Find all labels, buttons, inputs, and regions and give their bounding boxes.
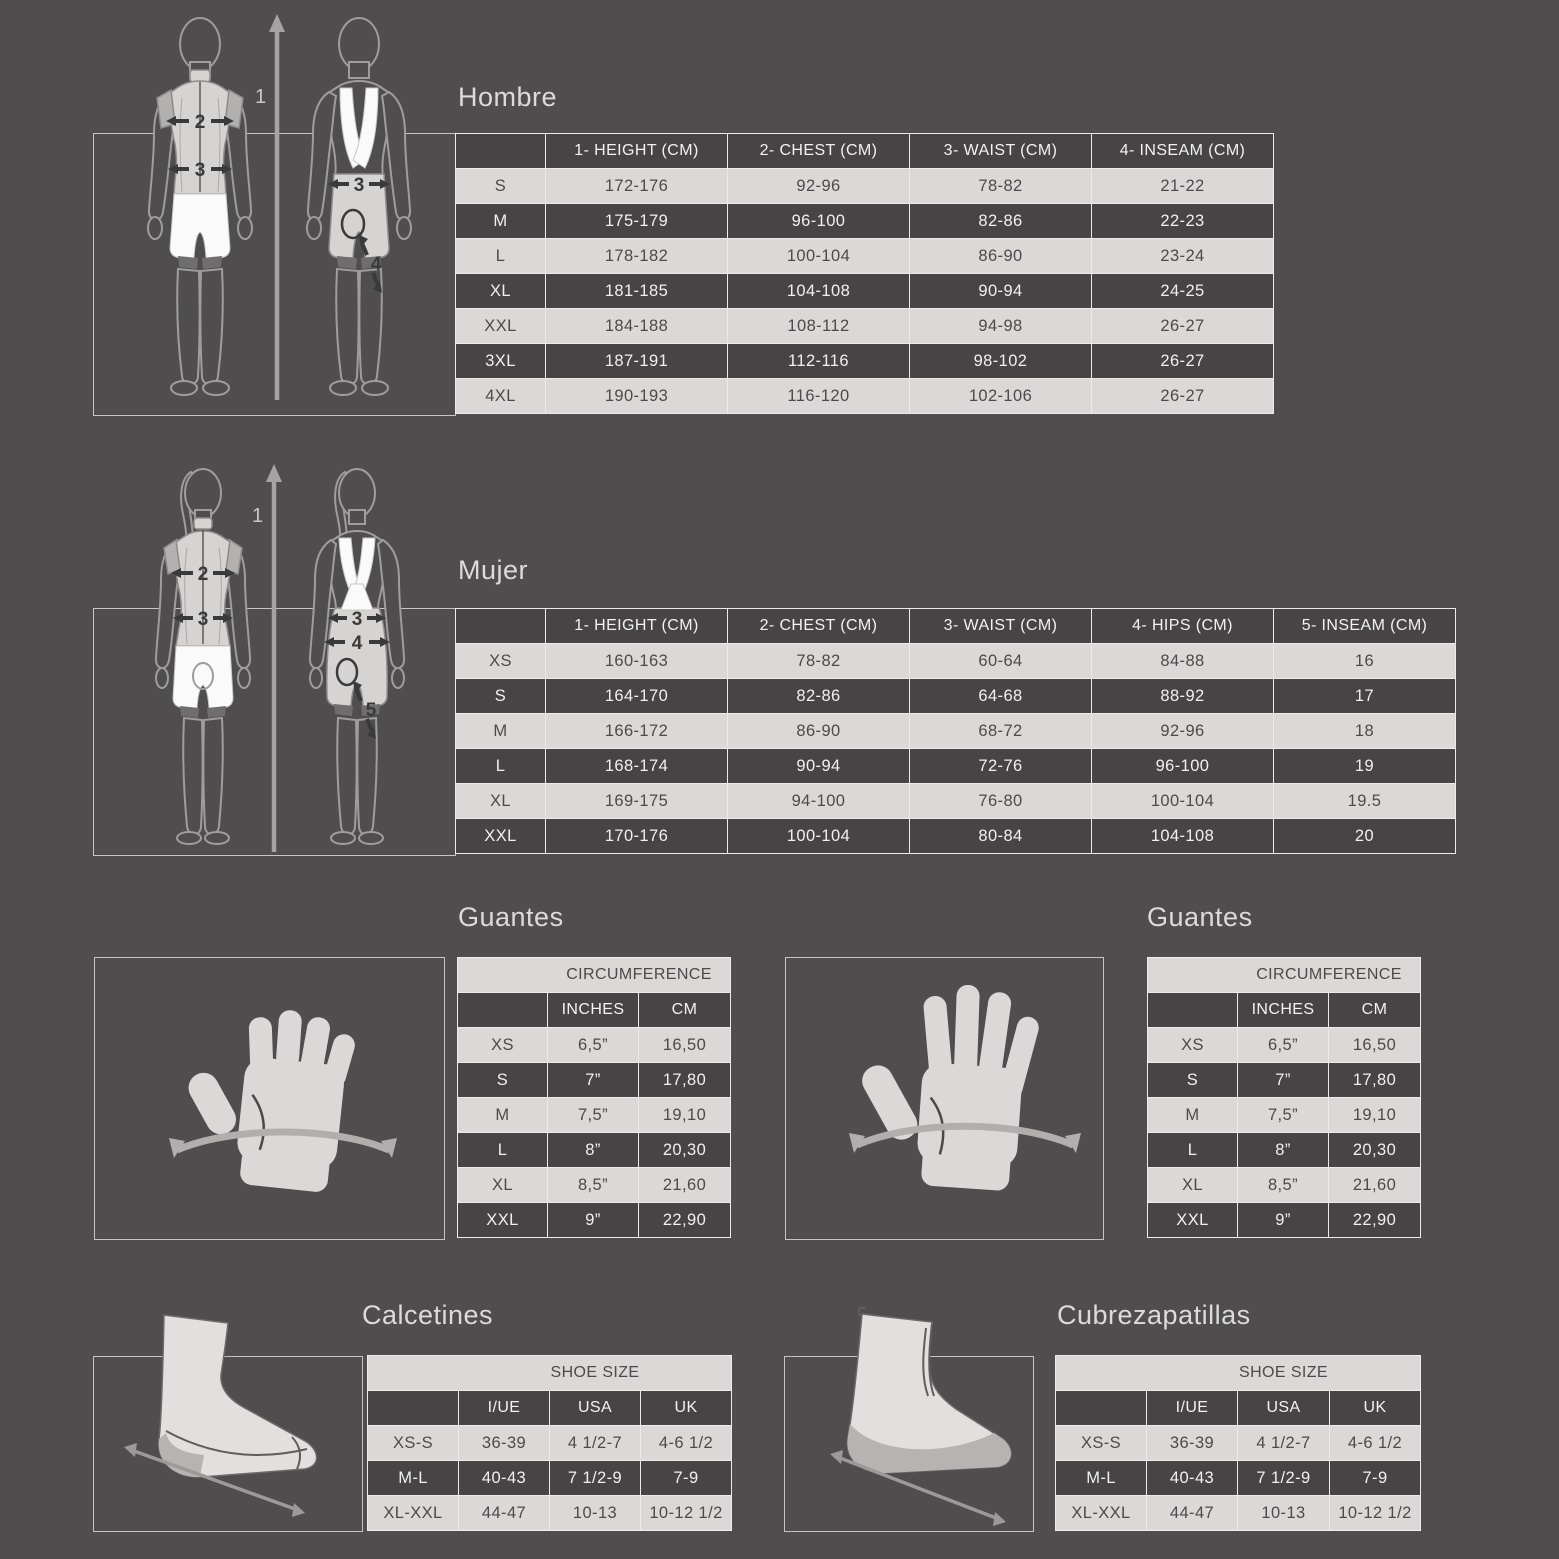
value-cell: 9” <box>548 1203 639 1238</box>
value-cell: 16 <box>1274 644 1456 679</box>
value-cell: 94-98 <box>910 309 1092 344</box>
value-cell: 86-90 <box>728 714 910 749</box>
table-row <box>456 819 1456 854</box>
table-row <box>1148 1063 1421 1098</box>
inseam-measure-label: 4 <box>370 254 382 275</box>
value-cell: 116-120 <box>728 379 910 414</box>
men-height-arrow <box>251 6 291 404</box>
table-row <box>456 274 1274 309</box>
women-back-figure-illustration <box>281 460 433 852</box>
table-band-header: SHOE SIZE <box>368 1356 732 1391</box>
value-cell: 4-6 1/2 <box>641 1426 732 1461</box>
women-size-table <box>455 608 1456 854</box>
table-row <box>456 644 1456 679</box>
size-label-cell: M <box>1148 1098 1238 1133</box>
table-row <box>368 1391 732 1426</box>
value-cell: 7 1/2-9 <box>1238 1461 1330 1496</box>
height-measure-label: 1 <box>255 86 267 108</box>
size-label-cell: S <box>456 679 546 714</box>
sock <box>159 1315 317 1477</box>
value-cell: 172-176 <box>546 169 728 204</box>
value-cell: 16,50 <box>1329 1028 1421 1063</box>
value-cell: 16,50 <box>639 1028 731 1063</box>
chest-measure-label: 2 <box>197 564 209 585</box>
value-cell: 78-82 <box>910 169 1092 204</box>
table-row <box>458 958 731 993</box>
fingerless-glove <box>173 1000 359 1195</box>
gloves-full-section-title: Guantes <box>1147 902 1253 932</box>
value-cell: 82-86 <box>728 679 910 714</box>
column-header <box>456 134 546 169</box>
value-cell: 96-100 <box>728 204 910 239</box>
value-cell: 4 1/2-7 <box>1238 1426 1330 1461</box>
value-cell: 104-108 <box>728 274 910 309</box>
column-header <box>1056 1391 1147 1426</box>
value-cell: 26-27 <box>1092 379 1274 414</box>
overshoe <box>847 1308 1011 1473</box>
size-label-cell: XXL <box>458 1203 548 1238</box>
column-header: 2- CHEST (CM) <box>728 609 910 644</box>
table-row <box>458 1168 731 1203</box>
size-label-cell: M-L <box>1056 1461 1147 1496</box>
half-finger-glove-illustration <box>163 1000 403 1220</box>
value-cell: 88-92 <box>1092 679 1274 714</box>
value-cell: 22,90 <box>1329 1203 1421 1238</box>
value-cell: 78-82 <box>728 644 910 679</box>
value-cell: 20,30 <box>639 1133 731 1168</box>
value-cell: 36-39 <box>459 1426 550 1461</box>
value-cell: 10-13 <box>1238 1496 1330 1531</box>
column-header: I/UE <box>459 1391 550 1426</box>
value-cell: 24-25 <box>1092 274 1274 309</box>
size-label-cell: XXL <box>1148 1203 1238 1238</box>
men-size-table <box>455 133 1274 414</box>
table-row <box>456 344 1274 379</box>
column-header <box>456 609 546 644</box>
table-row <box>1056 1426 1421 1461</box>
table-row <box>368 1426 732 1461</box>
value-cell: 94-100 <box>728 784 910 819</box>
size-label-cell: S <box>1148 1063 1238 1098</box>
column-header: 4- HIPS (CM) <box>1092 609 1274 644</box>
value-cell: 6,5” <box>548 1028 639 1063</box>
size-label-cell: M <box>456 714 546 749</box>
table-row <box>1148 1168 1421 1203</box>
value-cell: 10-13 <box>550 1496 641 1531</box>
table-row <box>458 1028 731 1063</box>
overshoes-size-table <box>1055 1355 1421 1531</box>
size-label-cell: XL <box>456 274 546 309</box>
size-label-cell: XL-XXL <box>368 1496 459 1531</box>
table-row <box>456 204 1274 239</box>
value-cell: 8,5” <box>548 1168 639 1203</box>
value-cell: 84-88 <box>1092 644 1274 679</box>
height-measure-label: 1 <box>252 505 264 527</box>
size-label-cell: XL-XXL <box>1056 1496 1147 1531</box>
value-cell: 19,10 <box>1329 1098 1421 1133</box>
value-cell: 102-106 <box>910 379 1092 414</box>
table-row <box>368 1461 732 1496</box>
size-label-cell: L <box>456 239 546 274</box>
value-cell: 26-27 <box>1092 344 1274 379</box>
table-row <box>368 1356 732 1391</box>
value-cell: 7,5” <box>548 1098 639 1133</box>
value-cell: 22-23 <box>1092 204 1274 239</box>
value-cell: 9” <box>1238 1203 1329 1238</box>
value-cell: 6,5” <box>1238 1028 1329 1063</box>
gloves-half-size-table <box>457 957 731 1238</box>
column-header: 3- WAIST (CM) <box>910 609 1092 644</box>
size-label-cell: XXL <box>456 819 546 854</box>
table-row <box>458 1063 731 1098</box>
value-cell: 7,5” <box>1238 1098 1329 1133</box>
size-label-cell: XL <box>456 784 546 819</box>
column-header: 5- INSEAM (CM) <box>1274 609 1456 644</box>
column-header <box>458 993 548 1028</box>
value-cell: 100-104 <box>728 819 910 854</box>
column-header: 1- HEIGHT (CM) <box>546 609 728 644</box>
value-cell: 7” <box>548 1063 639 1098</box>
size-label-cell: M-L <box>368 1461 459 1496</box>
value-cell: 36-39 <box>1147 1426 1238 1461</box>
size-label-cell: 4XL <box>456 379 546 414</box>
value-cell: 60-64 <box>910 644 1092 679</box>
value-cell: 76-80 <box>910 784 1092 819</box>
women-section-title: Mujer <box>458 555 529 585</box>
value-cell: 92-96 <box>1092 714 1274 749</box>
table-row <box>456 134 1274 169</box>
value-cell: 8” <box>548 1133 639 1168</box>
size-label-cell: L <box>458 1133 548 1168</box>
value-cell: 7-9 <box>1330 1461 1421 1496</box>
value-cell: 4 1/2-7 <box>550 1426 641 1461</box>
value-cell: 112-116 <box>728 344 910 379</box>
column-header: 1- HEIGHT (CM) <box>546 134 728 169</box>
size-label-cell: L <box>456 749 546 784</box>
table-row <box>456 609 1456 644</box>
table-row <box>1148 1098 1421 1133</box>
value-cell: 170-176 <box>546 819 728 854</box>
value-cell: 96-100 <box>1092 749 1274 784</box>
value-cell: 4-6 1/2 <box>1330 1426 1421 1461</box>
size-label-cell: XL <box>458 1168 548 1203</box>
gloves-full-size-table <box>1147 957 1421 1238</box>
value-cell: 8” <box>1238 1133 1329 1168</box>
value-cell: 181-185 <box>546 274 728 309</box>
table-row <box>456 714 1456 749</box>
value-cell: 187-191 <box>546 344 728 379</box>
column-header: I/UE <box>1147 1391 1238 1426</box>
table-band-header: CIRCUMFERENCE <box>458 958 731 993</box>
column-header: UK <box>641 1391 732 1426</box>
value-cell: 20 <box>1274 819 1456 854</box>
value-cell: 17,80 <box>639 1063 731 1098</box>
value-cell: 17,80 <box>1329 1063 1421 1098</box>
value-cell: 86-90 <box>910 239 1092 274</box>
value-cell: 21,60 <box>639 1168 731 1203</box>
value-cell: 7-9 <box>641 1461 732 1496</box>
sock-illustration <box>112 1303 327 1523</box>
gloves-half-section-title: Guantes <box>458 902 564 932</box>
back-waist-measure-label: 3 <box>353 175 365 196</box>
back-waist-measure-label: 3 <box>351 609 363 630</box>
value-cell: 169-175 <box>546 784 728 819</box>
size-label-cell: XS <box>456 644 546 679</box>
value-cell: 160-163 <box>546 644 728 679</box>
value-cell: 22,90 <box>639 1203 731 1238</box>
value-cell: 26-27 <box>1092 309 1274 344</box>
hips-measure-label: 4 <box>351 633 363 654</box>
men-back-figure-illustration <box>283 6 435 401</box>
column-header: CM <box>1329 993 1421 1028</box>
value-cell: 20,30 <box>1329 1133 1421 1168</box>
value-cell: 100-104 <box>1092 784 1274 819</box>
male-front-shorts <box>170 194 230 269</box>
table-row <box>1148 1203 1421 1238</box>
socks-size-table <box>367 1355 732 1531</box>
table-band-header: CIRCUMFERENCE <box>1148 958 1421 993</box>
table-row <box>456 309 1274 344</box>
column-header: 3- WAIST (CM) <box>910 134 1092 169</box>
size-label-cell: 3XL <box>456 344 546 379</box>
table-row <box>456 784 1456 819</box>
full-finger-glove-illustration <box>845 980 1085 1210</box>
value-cell: 164-170 <box>546 679 728 714</box>
value-cell: 184-188 <box>546 309 728 344</box>
table-row <box>1056 1356 1421 1391</box>
column-header: USA <box>1238 1391 1330 1426</box>
table-row <box>1148 1133 1421 1168</box>
column-header: INCHES <box>548 993 639 1028</box>
value-cell: 18 <box>1274 714 1456 749</box>
value-cell: 19 <box>1274 749 1456 784</box>
socks-section-title: Calcetines <box>362 1300 494 1330</box>
table-row <box>458 993 731 1028</box>
value-cell: 8,5” <box>1238 1168 1329 1203</box>
table-row <box>1056 1461 1421 1496</box>
value-cell: 17 <box>1274 679 1456 714</box>
size-label-cell: S <box>458 1063 548 1098</box>
value-cell: 178-182 <box>546 239 728 274</box>
value-cell: 19,10 <box>639 1098 731 1133</box>
value-cell: 90-94 <box>728 749 910 784</box>
chest-measure-label: 2 <box>194 112 206 133</box>
value-cell: 10-12 1/2 <box>641 1496 732 1531</box>
value-cell: 190-193 <box>546 379 728 414</box>
column-header: 2- CHEST (CM) <box>728 134 910 169</box>
size-label-cell: XXL <box>456 309 546 344</box>
table-row <box>456 169 1274 204</box>
size-label-cell: XS <box>458 1028 548 1063</box>
value-cell: 98-102 <box>910 344 1092 379</box>
men-section-title: Hombre <box>458 82 558 112</box>
table-row <box>1056 1391 1421 1426</box>
table-row <box>1056 1496 1421 1531</box>
value-cell: 19.5 <box>1274 784 1456 819</box>
size-label-cell: S <box>456 169 546 204</box>
size-label-cell: XS <box>1148 1028 1238 1063</box>
value-cell: 108-112 <box>728 309 910 344</box>
column-header: INCHES <box>1238 993 1329 1028</box>
column-header: CM <box>639 993 731 1028</box>
value-cell: 80-84 <box>910 819 1092 854</box>
value-cell: 82-86 <box>910 204 1092 239</box>
column-header <box>368 1391 459 1426</box>
table-row <box>458 1098 731 1133</box>
table-row <box>456 239 1274 274</box>
value-cell: 166-172 <box>546 714 728 749</box>
overshoe-illustration <box>800 1298 1025 1533</box>
female-front-shorts <box>173 646 233 718</box>
size-label-cell: XS-S <box>368 1426 459 1461</box>
value-cell: 23-24 <box>1092 239 1274 274</box>
column-header <box>1148 993 1238 1028</box>
value-cell: 100-104 <box>728 239 910 274</box>
value-cell: 72-76 <box>910 749 1092 784</box>
value-cell: 7 1/2-9 <box>550 1461 641 1496</box>
value-cell: 21-22 <box>1092 169 1274 204</box>
table-row <box>368 1496 732 1531</box>
table-row <box>456 679 1456 714</box>
value-cell: 10-12 1/2 <box>1330 1496 1421 1531</box>
value-cell: 44-47 <box>1147 1496 1238 1531</box>
table-row <box>1148 958 1421 993</box>
size-label-cell: XL <box>1148 1168 1238 1203</box>
value-cell: 168-174 <box>546 749 728 784</box>
full-glove <box>849 980 1043 1193</box>
value-cell: 68-72 <box>910 714 1092 749</box>
value-cell: 7” <box>1238 1063 1329 1098</box>
table-row <box>458 1203 731 1238</box>
value-cell: 92-96 <box>728 169 910 204</box>
value-cell: 104-108 <box>1092 819 1274 854</box>
value-cell: 90-94 <box>910 274 1092 309</box>
waist-measure-label: 3 <box>194 160 206 181</box>
value-cell: 40-43 <box>459 1461 550 1496</box>
size-label-cell: L <box>1148 1133 1238 1168</box>
table-row <box>456 379 1274 414</box>
value-cell: 44-47 <box>459 1496 550 1531</box>
size-label-cell: M <box>458 1098 548 1133</box>
waist-measure-label: 3 <box>197 609 209 630</box>
overshoes-section-title: Cubrezapatillas <box>1057 1300 1251 1330</box>
table-row <box>458 1133 731 1168</box>
table-row <box>1148 993 1421 1028</box>
table-row <box>456 749 1456 784</box>
inseam-measure-label: 5 <box>365 700 377 721</box>
size-label-cell: M <box>456 204 546 239</box>
column-header: 4- INSEAM (CM) <box>1092 134 1274 169</box>
table-row <box>1148 1028 1421 1063</box>
value-cell: 175-179 <box>546 204 728 239</box>
size-label-cell: XS-S <box>1056 1426 1147 1461</box>
column-header: USA <box>550 1391 641 1426</box>
table-band-header: SHOE SIZE <box>1056 1356 1421 1391</box>
column-header: UK <box>1330 1391 1421 1426</box>
value-cell: 21,60 <box>1329 1168 1421 1203</box>
value-cell: 64-68 <box>910 679 1092 714</box>
women-height-arrow <box>248 460 288 855</box>
value-cell: 40-43 <box>1147 1461 1238 1496</box>
